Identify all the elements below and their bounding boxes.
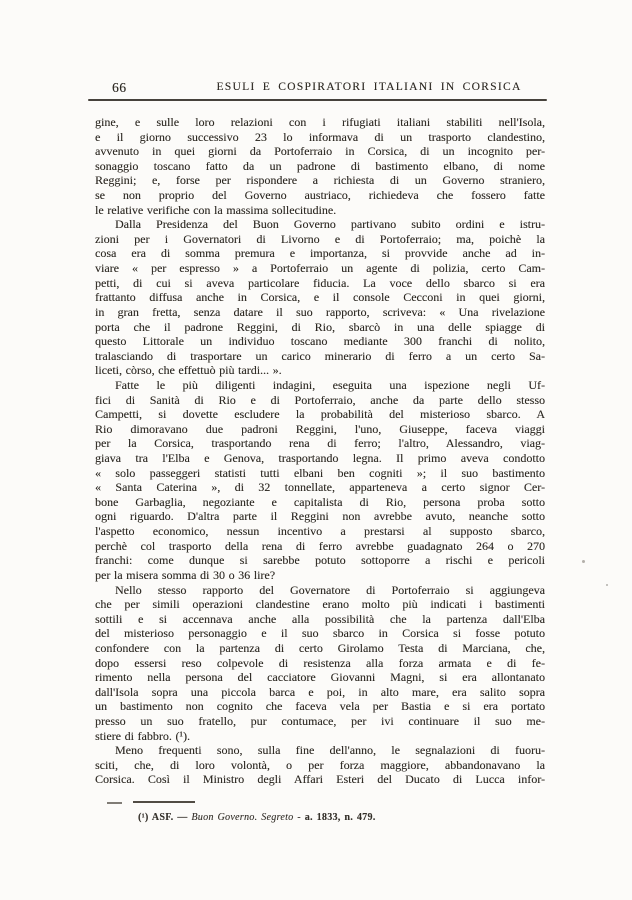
header-rule xyxy=(88,99,547,101)
text-line: Dalla Presidenza del Buon Governo partivano subito ordini e istru- xyxy=(115,217,545,232)
footnote-text xyxy=(138,812,538,823)
text-line: porta che il padrone Reggini, di Rio, sbarcò in una delle spiagge di xyxy=(95,319,545,334)
footnote-rule xyxy=(107,802,122,804)
text-line: per la Corsica, trasportando rena di ferro; l'altro, Alessandro, viag- xyxy=(95,436,545,451)
text-line: Corsica. Così il Ministro degli Affari Esteri del Ducato di Lucca infor- xyxy=(95,772,545,787)
text-line: e il giorno successivo 23 lo informava di un trasporto clandestino, xyxy=(95,129,545,144)
text-line: che per simili operazioni clandestine erano molto più indicati i bastimenti xyxy=(95,597,545,612)
text-line: giava tra l'Elba e Genova, trasportando legna. Il primo aveva condotto xyxy=(95,451,545,466)
text-line: sottili e si accennava anche alla possibilità che la partenza dall'Elba xyxy=(95,611,545,626)
footnote-segment: - xyxy=(293,812,305,823)
scan-artifact xyxy=(606,584,608,586)
text-line: « solo passeggeri statisti tutti elbani ben cogniti »; il suo bastimento xyxy=(95,465,545,480)
text-line: gine, e sulle loro relazioni con i rifugiati italiani stabiliti nell'Isola, xyxy=(95,115,545,129)
text-line: liceti, còrso, che effettuò più tardi... ». xyxy=(95,363,282,378)
text-line: zioni per i Governatori di Livorno e di Portoferraio; ma, poichè la xyxy=(95,231,545,246)
text-line: del misterioso personaggio e il suo sbarco in Corsica si fosse potuto xyxy=(95,626,545,641)
text-line: stiere di fabbro. (¹). xyxy=(95,728,191,743)
text-line: Fatte le più diligenti indagini, eseguita una ispezione negli Uf- xyxy=(115,377,545,392)
text-line: dopo essersi reso colpevole di resistenza alla forza armata e di fe- xyxy=(95,655,545,670)
text-line: per la misera somma di 30 o 36 lire? xyxy=(95,567,276,582)
text-line: le relative verifiche con la massima sollecitudine. xyxy=(95,202,337,217)
text-line: presso un suo fratello, pur contumace, per ivi continuare il suo me- xyxy=(95,713,545,728)
text-line: rimento nella persona del cacciatore Giovanni Magni, si era allontanato xyxy=(95,670,545,685)
text-line: questo Littorale un individuo toscano mediante 300 franchi di nolito, xyxy=(95,334,545,349)
text-line: se non proprio del Governo austriaco, richiedeva che fossero fatte xyxy=(95,188,545,203)
page-number: 66 xyxy=(112,80,127,95)
text-line: Campetti, si dovette escludere la probabilità del misterioso sbarco. A xyxy=(95,407,545,422)
text-line: franchi: come dunque si sarebbe potuto sottoporre a rischi e pericoli xyxy=(95,553,545,568)
running-title: ESULI E COSPIRATORI ITALIANI IN CORSICA xyxy=(216,81,522,93)
text-line: tralasciando di trasportare un carico minerario di ferro a un certo Sa- xyxy=(95,348,545,363)
text-line: Nello stesso rapporto del Governatore di Portoferraio si aggiungeva xyxy=(115,582,545,597)
text-line: Rio dimoravano due padroni Reggini, l'uno, Giuseppe, faceva viaggi xyxy=(95,421,545,436)
text-line: sciti, che, di loro volontà, o per forza maggiore, abbandonavano la xyxy=(95,757,545,772)
text-line: ogni riguardo. D'altra parte il Reggini non avrebbe avuto, neanche sotto xyxy=(95,509,545,524)
scan-artifact xyxy=(582,560,585,563)
text-line: in gran fretta, senza datare il suo rapporto, scriveva: « Una rivelazione xyxy=(95,304,545,319)
text-line: petti, di cui si aveva particolare fiducia. La voce dello sbarco si era xyxy=(95,275,545,290)
text-line: Meno frequenti sono, sulla fine dell'anno, le segnalazioni di fuoru- xyxy=(115,743,545,758)
footnote-segment: a. 1833, n. 479. xyxy=(304,812,376,823)
text-line: fici di Sanità di Rio e di Portoferraio, anche da parte dello stesso xyxy=(95,392,545,407)
text-line: « Santa Caterina », di 32 tonnellate, apparteneva a certo signor Cer- xyxy=(95,480,545,495)
footnote-segment: Buon Governo. Segreto xyxy=(191,812,294,823)
text-line: confondere con la partenza di certo Girolamo Testa di Marciana, che, xyxy=(95,640,545,655)
text-line: bone Garbaglia, negoziante e capitalista di Rio, persona proba sotto xyxy=(95,494,545,509)
text-line: un bastimento non cognito che faceva vela per Bastia e si era portato xyxy=(95,699,545,714)
text-line: perchè col trasporto della rena di ferro avrebbe guadagnato 264 o 270 xyxy=(95,538,545,553)
footnote-segment: (¹) ASF. — xyxy=(138,812,192,823)
text-line: sonaggio toscano fatto da un padrone di bastimento elbano, di nome xyxy=(95,158,545,173)
text-line: avvenuto in quei giorni da Portoferraio in Corsica, di un incognito per- xyxy=(95,144,545,159)
text-line: viare « per espresso » a Portoferraio un agente di polizia, certo Cam- xyxy=(95,261,545,276)
page-header xyxy=(95,80,545,96)
text-line: frattanto diffusa anche in Corsica, e il console Cecconi in quei giorni, xyxy=(95,290,545,305)
body-text xyxy=(95,115,545,787)
text-line: dall'Isola sopra una piccola barca e poi, in alto mare, era salito sopra xyxy=(95,684,545,699)
footnote-rule xyxy=(133,801,195,803)
text-line: cosa era di somma premura e importanza, si provvide anche ad in- xyxy=(95,246,545,261)
text-line: Reggini; e, forse per rispondere a richiesta di un Governo straniero, xyxy=(95,173,545,188)
text-line: l'aspetto economico, nessun incentivo a prestarsi al supposto sbarco, xyxy=(95,524,545,539)
